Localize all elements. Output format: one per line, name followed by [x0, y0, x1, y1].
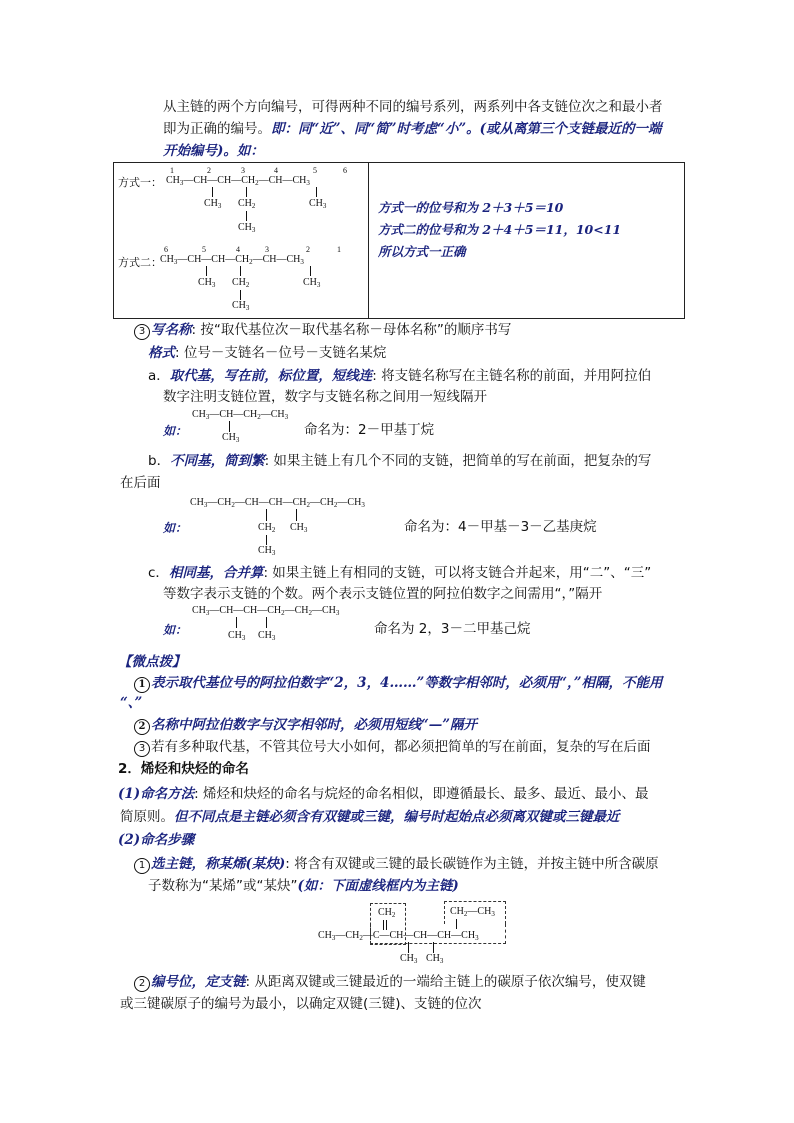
tip-1: 1 表示取代基位号的阿拉伯数字“2，3，4……”等数字相邻时，必须用“，”相隔，不能用 [134, 673, 663, 693]
rule-b-ru: 如： [163, 521, 188, 535]
rule-b-line2: 在后面 [120, 475, 161, 491]
tip-3: 3 若有多种取代基，不管其位号大小如何，都必须把简单的写在前面，复杂的写在后面 [134, 737, 651, 757]
way1-num-4: 4 [274, 166, 278, 175]
way1-num-5: 5 [313, 166, 317, 175]
rule-c-ru: 如： [163, 623, 188, 637]
rule-c-line2: 等数字表示支链的个数。两个表示支链位置的阿拉伯数字之间需用“，”隔开 [163, 586, 603, 602]
step3-heading: 3 写名称: 按“取代基位次－取代基名称－母体名称”的顺序书写 [134, 320, 511, 340]
method-line1: (1)命名方法: 烯烃和炔烃的命名与烷烃的命名相似，即遵循最长、最多、最近、最小、最 [118, 786, 649, 802]
steps-title: (2)命名步骤 [118, 832, 195, 848]
intro-line-2b: 即：同“近”、同“简”时考虑“小”。(或从离第三个支链最近的一端 [271, 121, 662, 137]
rule-c-name: 命名为 2，3－二甲基己烷 [374, 621, 531, 637]
way2-num-3: 3 [265, 245, 269, 254]
rule-c-branch-a: $CH_3$ [228, 630, 246, 642]
step3-format: 格式: 位号－支链名－位号－支链名某烷 [148, 345, 387, 361]
way1-num-1: 1 [170, 166, 174, 175]
alkene-branch-b: $CH_3$ [426, 953, 444, 965]
rule-c-main-chain: $CH_3—CH—CH—CH_2—CH_2—CH_3$ [192, 605, 340, 617]
result-way2: 方式二的位号和为 2＋4＋5＝11，10<11 [378, 222, 622, 237]
rule-b-main-chain: $CH_3—CH_2—CH—CH—CH_2—CH_2—CH_3$ [190, 497, 365, 509]
way1-branch-ch2: $CH_2$ [238, 198, 256, 210]
table-divider [368, 163, 369, 318]
method-line2: 简原则。但不同点是主链必须含有双键或三键，编号时起始点必须离双键或三键最近 [120, 809, 620, 825]
rule-a-line2: 数字注明支链位置，数字与支链名称之间用一短线隔开 [163, 389, 487, 405]
rule-a-name: 命名为：2－甲基丁烷 [304, 422, 435, 438]
rule-a-branch: $CH_3$ [222, 432, 240, 444]
way2-label: 方式二： [118, 257, 162, 269]
intro-line-1: 从主链的两个方向编号，可得两种不同的编号系列，两系列中各支链位次之和最小者 [163, 99, 663, 115]
rule-b-branch-ch3: $CH_3$ [290, 522, 308, 534]
alkene-branch-a: $CH_3$ [400, 953, 418, 965]
alkene-main-chain: $CH_3—CH_2—C—CH—CH—CH—CH_3$ [318, 930, 479, 942]
way1-label: 方式一： [118, 177, 162, 189]
tip-2: 2 名称中阿拉伯数字与汉字相邻时，必须用短线“—”隔开 [134, 715, 477, 735]
way2-main-chain: $CH_3—CH—CH—CH_2—CH—CH_3$ [160, 254, 304, 266]
tips-title: 【微点拨】 [118, 654, 186, 670]
tip-1b: “、” [120, 695, 143, 711]
alkene-ethyl: $CH_2—CH_3$ [450, 906, 495, 918]
rule-a-ru: 如： [163, 424, 188, 438]
intro-line-2a: 即为正确的编号。 [163, 121, 271, 137]
rule-b-branch-ch2: $CH_2$ [258, 522, 276, 534]
result-conclusion: 所以方式一正确 [378, 244, 466, 259]
way1-num-6: 6 [343, 166, 347, 175]
rule-c-line1: c．相同基，合并算: 如果主链上有相同的支链，可以将支链合并起来，用“二”、“三” [148, 565, 652, 581]
way1-branch-ch3-a: $CH_3$ [204, 198, 222, 210]
way1-branch-ch3-b: $CH_3$ [309, 198, 327, 210]
way1-main-chain: $CH_3—CH—CH—CH_2—CH—CH_3$ [166, 175, 310, 187]
way1-branch-ch3-c: $CH_3$ [238, 222, 256, 234]
intro-line-2 [163, 119, 661, 139]
section2-title: 2．烯烃和炔烃的命名 [118, 761, 249, 777]
way2-branch-ch2: $CH_2$ [232, 277, 250, 289]
alkene-ch2-top: $CH_2$ [378, 907, 396, 919]
step-number-line2: 或三键碳原子的编号为最小，以确定双键(三键)、支链的位次 [120, 996, 482, 1012]
result-way1: 方式一的位号和为 2＋3＋5＝10 [378, 200, 564, 215]
step-select-line2: 子数称为“某烯”或“某炔”(如：下面虚线框内为主链) [148, 878, 459, 894]
way2-branch-ch3-b: $CH_3$ [303, 277, 321, 289]
step3-number: 3 [134, 324, 150, 340]
intro-line-3: 开始编号)。如： [163, 143, 264, 159]
way2-num-2: 2 [306, 245, 310, 254]
way2-num-6: 6 [164, 245, 168, 254]
rule-b-line1: b．不同基，简到繁: 如果主链上有几个不同的支链，把简单的写在前面，把复杂的写 [148, 453, 652, 469]
way2-num-5: 5 [202, 245, 206, 254]
way1-num-3: 3 [241, 166, 245, 175]
way2-num-1: 1 [337, 245, 341, 254]
rule-b-name: 命名为：4－甲基－3－乙基庚烷 [404, 519, 597, 535]
rule-a-line1: a．取代基，写在前，标位置，短线连: 将支链名称写在主链名称的前面，并用阿拉伯 [148, 368, 652, 384]
step-select-line1: 1 选主链，称某烯(某炔): 将含有双键或三键的最长碳链作为主链，并按主链中所含碳原 [134, 854, 659, 874]
step-number-line1: 2 编号位，定支链: 从距离双键或三键最近的一端给主链上的碳原子依次编号，使双键 [134, 972, 646, 992]
way1-num-2: 2 [207, 166, 211, 175]
rule-b-branch-ch3-end: $CH_3$ [258, 545, 276, 557]
way2-num-4: 4 [236, 245, 240, 254]
way2-branch-ch3-a: $CH_3$ [198, 277, 216, 289]
rule-c-branch-b: $CH_3$ [258, 630, 276, 642]
way2-branch-ch3-c: $CH_3$ [232, 300, 250, 312]
rule-a-main-chain: $CH_3—CH—CH_2—CH_3$ [192, 409, 289, 421]
